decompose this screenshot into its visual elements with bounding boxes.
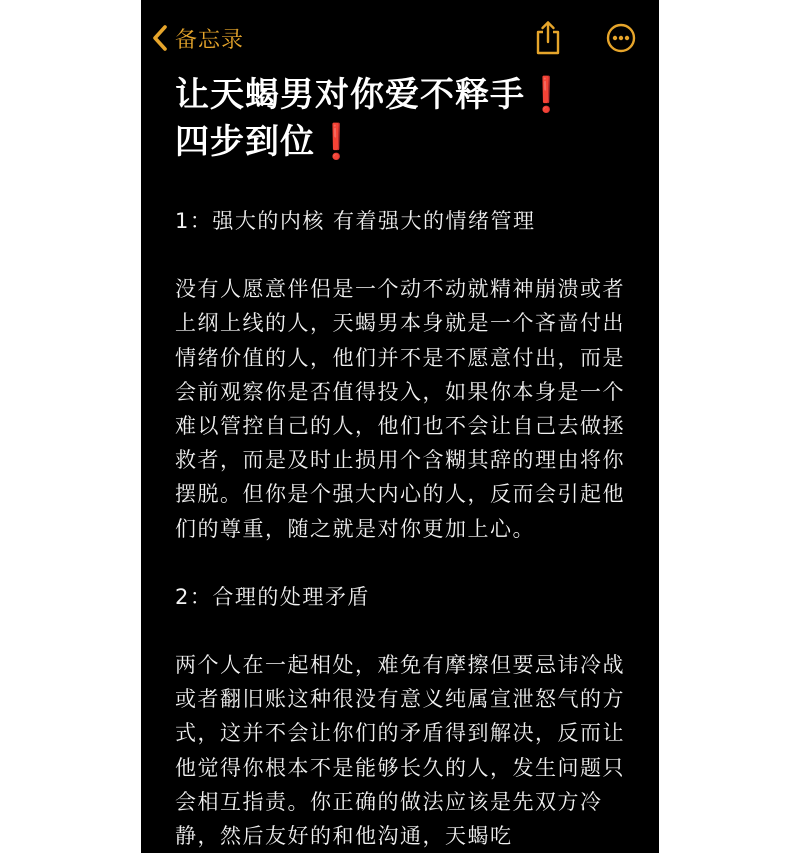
section-body-2: 两个人在一起相处，难免有摩擦但要忌讳冷战或者翻旧账这种很没有意义纯属宣泄怒气的方式，这并不会让你们的矛盾得到解决，反而让他觉得你根本不是能够长久的人，发生问题只会相互指责。你正确的做法应该是先双方冷静，然后友好的和他沟通，天蝎吃	[175, 653, 625, 849]
note-title	[175, 72, 635, 166]
navigation-bar	[141, 0, 659, 78]
share-button[interactable]	[533, 20, 563, 56]
section-heading-2: 2：合理的处理矛盾	[175, 584, 370, 609]
more-options-button[interactable]	[606, 23, 636, 53]
back-button[interactable]	[151, 22, 244, 54]
exclamation-icon: ❗	[315, 122, 359, 162]
section-body-1: 没有人愿意伴侣是一个动不动就精神崩溃或者上纲上线的人，天蝎男本身就是一个吝啬付出情绪价值的人，他们并不是不愿意付出，而是会前观察你是否值得投入，如果你本身是一个难以管控自己的人，他们也不会让自己去做拯救者，而是及时止损用个含糊其辞的理由将你摆脱。但你是个强大内心的人，反而会引起他们的尊重，随之就是对你更加上心。	[175, 277, 625, 541]
ellipsis-circle-icon	[606, 23, 636, 53]
exclamation-icon: ❗	[525, 75, 569, 115]
note-title-line-1: 让天蝎男对你爱不释手	[175, 75, 525, 115]
note-title-line-2: 四步到位	[175, 122, 315, 162]
back-label: 备忘录	[175, 27, 245, 53]
share-icon	[533, 20, 563, 56]
section-heading-1: 1：强大的内核 有着强大的情绪管理	[175, 209, 536, 233]
notes-screen	[141, 0, 659, 853]
chevron-left-icon	[151, 24, 169, 52]
note-content[interactable]	[175, 72, 635, 853]
